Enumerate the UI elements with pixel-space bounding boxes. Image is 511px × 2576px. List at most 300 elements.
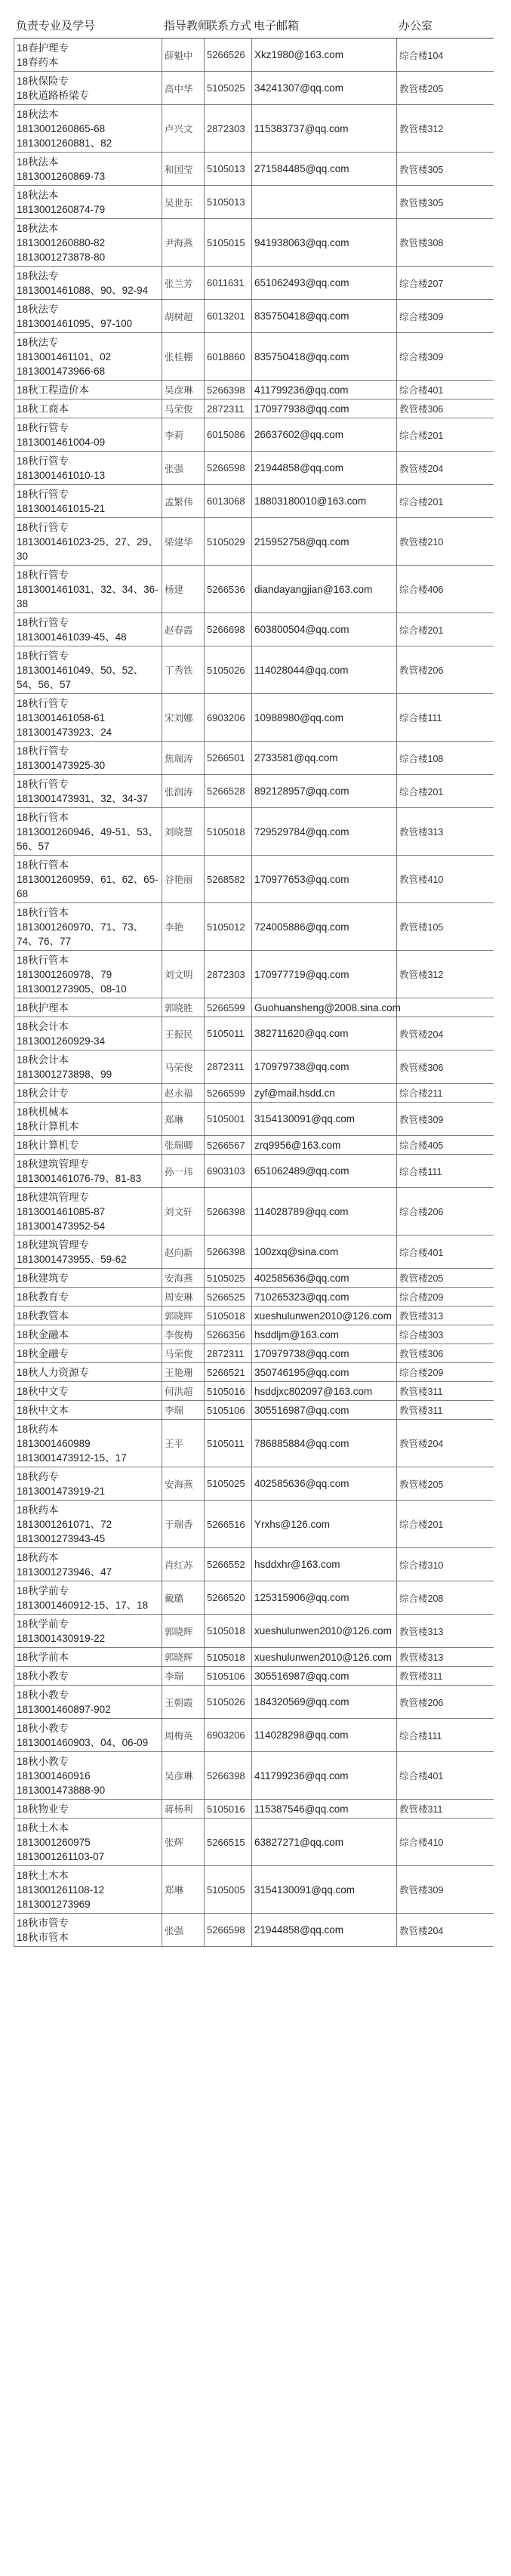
major-line: 18秋建筑管理专	[17, 1239, 90, 1251]
table-row	[14, 998, 494, 1017]
major-line: 1813001461101、02	[17, 350, 112, 362]
email-cell: hsddxhr@163.com	[252, 1548, 397, 1581]
phone-cell: 5105026	[205, 1686, 252, 1718]
major-cell	[14, 105, 162, 152]
email-cell: 170979738@qq.com	[252, 1344, 397, 1362]
office-cell: 教管楼205	[399, 83, 444, 94]
major-line: 1813001461010-13	[17, 469, 106, 481]
office-cell: 教管楼105	[399, 922, 444, 933]
email-cell: zrq9956@163.com	[252, 1136, 397, 1154]
major-cell	[14, 418, 162, 451]
teacher-cell: 尹海燕	[162, 219, 205, 266]
major-cell	[14, 153, 162, 185]
teacher-cell: 郭晓辉	[162, 1615, 205, 1647]
table-row	[14, 1719, 494, 1752]
major-line: 1813001273943-45	[17, 1532, 106, 1544]
email-cell: 835750418@qq.com	[252, 300, 397, 332]
table-row	[14, 1819, 494, 1866]
office-cell: 综合楼406	[399, 585, 444, 595]
office-cell: 教管楼309	[399, 1885, 444, 1896]
major-cell	[14, 1866, 162, 1913]
phone-cell: 5105025	[205, 1269, 252, 1287]
table-row	[14, 1648, 494, 1667]
email-cell: 115383737@qq.com	[252, 105, 397, 152]
teacher-cell: 杨建	[162, 566, 205, 612]
major-cell	[14, 1648, 162, 1666]
major-line: 1813001260865-68	[17, 122, 106, 134]
major-line: 18秋小教专	[17, 1670, 69, 1682]
table-header	[14, 15, 494, 39]
table-row	[14, 1548, 494, 1581]
major-cell	[14, 1467, 162, 1500]
teacher-cell: 宋刘娜	[162, 694, 205, 741]
table-row	[14, 381, 494, 400]
major-line: 18秋会计本	[17, 1054, 69, 1066]
phone-cell: 5105106	[205, 1401, 252, 1419]
office-cell: 教管楼205	[399, 1273, 444, 1284]
table-row	[14, 39, 494, 72]
major-cell	[14, 808, 162, 855]
email-cell: 26637602@qq.com	[252, 418, 397, 451]
phone-cell: 5105018	[205, 1615, 252, 1647]
teacher-cell: 李瑞	[162, 1401, 205, 1419]
table-row	[14, 1382, 494, 1401]
phone-cell: 2872311	[205, 1050, 252, 1083]
table-row	[14, 566, 494, 613]
office-cell: 教管楼204	[399, 1925, 444, 1936]
table-row	[14, 267, 494, 300]
office-cell: 教管楼206	[399, 1697, 444, 1708]
email-cell: 63827271@qq.com	[252, 1819, 397, 1865]
teacher-cell: 戴璐	[162, 1581, 205, 1614]
email-cell: 710265323@qq.com	[252, 1288, 397, 1306]
table-row	[14, 1084, 494, 1103]
phone-cell: 5105018	[205, 808, 252, 855]
office-cell: 教管楼210	[399, 537, 444, 548]
major-line: 54、56、57	[17, 678, 72, 690]
major-line: 18秋小教专	[17, 1722, 69, 1734]
phone-cell: 5105026	[205, 646, 252, 693]
table-row	[14, 1581, 494, 1615]
office-cell: 综合楼104	[399, 50, 444, 61]
office-cell: 综合楼401	[399, 1247, 444, 1258]
major-line: 1813001461015-21	[17, 502, 106, 514]
office-cell: 教管楼313	[399, 1652, 444, 1663]
major-line: 18秋小教专	[17, 1755, 69, 1767]
phone-cell: 5266516	[205, 1501, 252, 1547]
major-line: 18秋保险专	[17, 75, 69, 87]
major-line: 1813001260869-73	[17, 170, 106, 182]
teacher-cell: 薛魁中	[162, 39, 205, 71]
major-line: 1813001260946、49-51、53、	[17, 825, 159, 838]
major-line: 1813001260978、79	[17, 968, 112, 980]
major-cell	[14, 1288, 162, 1306]
phone-cell: 6903103	[205, 1155, 252, 1187]
major-line: 1813001461058-61	[17, 711, 106, 723]
teacher-cell: 张瑞卿	[162, 1136, 205, 1154]
major-line: 1813001273898、99	[17, 1068, 112, 1080]
major-line: 18秋金融专	[17, 1347, 69, 1359]
email-cell: 941938063@qq.com	[252, 219, 397, 266]
major-line: 1813001473952-54	[17, 1220, 106, 1232]
teacher-cell: 张桂棚	[162, 333, 205, 380]
major-line: 1813001461088、90、92-94	[17, 284, 149, 296]
major-line: 1813001461085-87	[17, 1205, 106, 1217]
email-cell: Guohuansheng@2008.sina.com	[252, 998, 397, 1017]
major-cell	[14, 1103, 162, 1135]
phone-cell: 5105011	[205, 1420, 252, 1467]
office-cell: 教管楼305	[399, 197, 444, 208]
office-cell: 教管楼204	[399, 463, 444, 474]
table-row	[14, 856, 494, 903]
teacher-cell: 郭晓辉	[162, 1307, 205, 1325]
phone-cell: 5266398	[205, 381, 252, 399]
phone-cell: 2872311	[205, 1344, 252, 1362]
table-body	[14, 39, 494, 1947]
major-cell	[14, 566, 162, 612]
major-line: 18秋工程造价本	[17, 384, 90, 396]
phone-cell: 5266398	[205, 1236, 252, 1268]
major-line: 18秋药本	[17, 1504, 59, 1516]
teacher-cell: 王艳珊	[162, 1363, 205, 1381]
table-row	[14, 1686, 494, 1719]
phone-cell: 5105016	[205, 1382, 252, 1400]
major-line: 18秋行管专	[17, 616, 69, 628]
phone-cell: 5105015	[205, 219, 252, 266]
office-cell: 综合楼208	[399, 1593, 444, 1604]
table-row	[14, 1344, 494, 1363]
table-row	[14, 903, 494, 951]
office-cell: 综合楼111	[399, 1730, 442, 1741]
email-cell: 3154130091@qq.com	[252, 1866, 397, 1913]
major-line: 18秋建筑专	[17, 1272, 69, 1284]
teacher-cell: 安海燕	[162, 1467, 205, 1500]
phone-cell: 6015086	[205, 418, 252, 451]
major-line: 18秋法本	[17, 156, 59, 168]
teacher-cell: 刘文明	[162, 951, 205, 998]
major-line: 18秋药本	[17, 1551, 59, 1563]
table-row	[14, 452, 494, 485]
major-line: 18秋建筑管理专	[17, 1191, 90, 1203]
office-cell: 综合楼309	[399, 311, 444, 322]
table-row	[14, 72, 494, 105]
major-line: 68	[17, 887, 29, 899]
teacher-cell: 王振民	[162, 1017, 205, 1050]
major-line: 18秋法专	[17, 270, 59, 282]
office-cell: 综合楼201	[399, 786, 444, 797]
office-cell: 综合楼211	[399, 1088, 443, 1099]
major-line: 1813001430919-22	[17, 1632, 106, 1644]
major-line: 18秋法专	[17, 303, 59, 315]
office-cell: 综合楼209	[399, 1292, 444, 1303]
major-cell	[14, 1269, 162, 1287]
office-cell: 综合楼401	[399, 1771, 444, 1782]
phone-cell: 5266598	[205, 1914, 252, 1946]
major-cell	[14, 742, 162, 774]
major-line: 18秋会计本	[17, 1020, 69, 1032]
major-line: 18秋工商本	[17, 403, 69, 415]
major-cell	[14, 219, 162, 266]
major-cell	[14, 400, 162, 418]
office-cell: 教管楼311	[399, 1804, 443, 1815]
table-row	[14, 742, 494, 775]
teacher-cell: 郭晓胜	[162, 998, 205, 1017]
major-line: 18秋机械本	[17, 1106, 69, 1118]
email-cell: 402585636@qq.com	[252, 1467, 397, 1500]
teacher-cell: 李艳	[162, 903, 205, 950]
office-cell: 综合楼310	[399, 1559, 444, 1571]
office-cell: 教管楼309	[399, 1114, 444, 1125]
office-cell	[397, 998, 444, 1017]
email-cell: 305516987@qq.com	[252, 1401, 397, 1419]
major-line: 1813001260881、82	[17, 137, 112, 149]
major-line: 18秋计算机专	[17, 1139, 79, 1151]
header-major: 负责专业及学号	[16, 20, 96, 32]
major-line: 18春药本	[17, 56, 59, 68]
table-row	[14, 1307, 494, 1325]
email-cell: hsddjxc802097@163.com	[252, 1382, 397, 1400]
major-cell	[14, 903, 162, 950]
office-cell: 综合楼207	[399, 278, 444, 289]
major-line: 1813001260970、71、73、	[17, 921, 144, 933]
major-line: 18春护理专	[17, 42, 69, 54]
email-cell: 114028298@qq.com	[252, 1719, 397, 1751]
major-cell	[14, 333, 162, 380]
office-cell: 综合楼401	[399, 385, 444, 396]
major-line: 1813001461076-79、81-83	[17, 1172, 142, 1184]
office-cell: 教管楼312	[399, 124, 444, 134]
major-cell	[14, 1307, 162, 1325]
phone-cell: 5266536	[205, 566, 252, 612]
major-line: 18秋教育专	[17, 1291, 69, 1303]
teacher-cell: 马荣俊	[162, 400, 205, 418]
phone-cell: 5105106	[205, 1667, 252, 1685]
teacher-cell: 吴彦琳	[162, 1752, 205, 1799]
email-cell: 215952758@qq.com	[252, 518, 397, 565]
teacher-cell: 于瑞香	[162, 1501, 205, 1547]
phone-cell: 5105012	[205, 903, 252, 950]
phone-cell: 5266698	[205, 613, 252, 646]
email-cell	[252, 186, 397, 218]
teacher-cell: 孟繁伟	[162, 485, 205, 517]
major-line: 18秋土木本	[17, 1822, 69, 1834]
major-cell	[14, 1800, 162, 1818]
phone-cell: 5266528	[205, 775, 252, 807]
major-line: 18秋学前专	[17, 1584, 69, 1597]
email-cell: zyf@mail.hsdd.cn	[252, 1084, 397, 1102]
phone-cell: 5266501	[205, 742, 252, 774]
major-line: 1813001260975	[17, 1836, 91, 1848]
phone-cell: 6013201	[205, 300, 252, 332]
office-cell: 综合楼111	[399, 713, 442, 723]
office-cell: 教管楼313	[399, 1311, 444, 1322]
major-cell	[14, 775, 162, 807]
phone-cell: 5266525	[205, 1288, 252, 1306]
teacher-cell: 梁建华	[162, 518, 205, 565]
major-line: 1813001473925-30	[17, 759, 106, 771]
office-cell: 综合楼201	[399, 430, 444, 441]
office-cell: 教管楼306	[399, 1349, 444, 1359]
major-line: 18秋行管专	[17, 778, 69, 790]
email-cell: 170977938@qq.com	[252, 400, 397, 418]
major-cell	[14, 452, 162, 484]
office-cell: 教管楼313	[399, 1626, 444, 1637]
major-line: 18秋行管专	[17, 488, 69, 500]
major-cell	[14, 1236, 162, 1268]
major-line: 1813001473931、32、34-37	[17, 792, 149, 804]
major-cell	[14, 1819, 162, 1865]
major-line: 18秋计算机本	[17, 1120, 79, 1132]
table-row	[14, 775, 494, 808]
major-cell	[14, 1615, 162, 1647]
major-cell	[14, 1548, 162, 1581]
major-line: 1813001473912-15、17	[17, 1452, 127, 1464]
major-line: 18秋法专	[17, 336, 59, 348]
major-line: 18秋行管本	[17, 811, 69, 823]
major-line: 18秋行管专	[17, 697, 69, 709]
major-line: 1813001273905、08-10	[17, 983, 127, 995]
major-cell	[14, 856, 162, 902]
major-line: 1813001260959、61、62、65-	[17, 873, 159, 885]
major-line: 74、76、77	[17, 935, 72, 947]
table-row	[14, 1103, 494, 1136]
header-email: 电子邮箱	[254, 20, 300, 32]
phone-cell: 2872303	[205, 105, 252, 152]
table-row	[14, 105, 494, 153]
table-row	[14, 1467, 494, 1501]
major-cell	[14, 1363, 162, 1381]
major-line: 18秋建筑管理专	[17, 1158, 90, 1170]
major-line: 18秋会计专	[17, 1087, 69, 1099]
phone-cell: 6011631	[205, 267, 252, 299]
phone-cell: 5266521	[205, 1363, 252, 1381]
office-cell: 教管楼311	[399, 1671, 443, 1682]
teacher-cell: 赵春霞	[162, 613, 205, 646]
phone-cell: 5266552	[205, 1548, 252, 1581]
advisor-contact-table	[14, 15, 494, 1947]
major-line: 18秋教管本	[17, 1310, 69, 1322]
teacher-cell: 王朝霞	[162, 1686, 205, 1718]
office-cell: 综合楼201	[399, 625, 444, 636]
major-line: 1813001473955、59-62	[17, 1253, 127, 1265]
teacher-cell: 张辉	[162, 1819, 205, 1865]
table-row	[14, 153, 494, 186]
major-line: 1813001460903、04、06-09	[17, 1736, 149, 1748]
office-cell: 综合楼209	[399, 1368, 444, 1378]
email-cell: 21944858@qq.com	[252, 452, 397, 484]
phone-cell: 2872303	[205, 951, 252, 998]
office-cell: 教管楼306	[399, 1062, 444, 1073]
phone-cell: 5105005	[205, 1866, 252, 1913]
major-line: 1813001260929-34	[17, 1035, 106, 1047]
email-cell: 184320569@qq.com	[252, 1686, 397, 1718]
office-cell: 教管楼305	[399, 164, 444, 175]
major-line: 1813001461023-25、27、29、	[17, 535, 159, 548]
email-cell: 170979738@qq.com	[252, 1050, 397, 1083]
major-line: 1813001461095、97-100	[17, 317, 133, 329]
teacher-cell: 李莉	[162, 418, 205, 451]
major-line: 1813001261071、72	[17, 1518, 112, 1530]
major-line: 18秋学前本	[17, 1651, 69, 1663]
email-cell: 170977653@qq.com	[252, 856, 397, 902]
major-cell	[14, 951, 162, 998]
table-row	[14, 1017, 494, 1050]
major-line: 1813001473919-21	[17, 1485, 106, 1497]
email-cell: 892128957@qq.com	[252, 775, 397, 807]
office-cell: 教管楼206	[399, 665, 444, 676]
major-line: 18秋护理本	[17, 1001, 69, 1013]
office-cell: 教管楼311	[399, 1405, 443, 1416]
major-line: 1813001273946、47	[17, 1566, 112, 1578]
major-line: 1813001273969	[17, 1898, 91, 1910]
email-cell: 402585636@qq.com	[252, 1269, 397, 1287]
phone-cell: 5266567	[205, 1136, 252, 1154]
teacher-cell: 张润涛	[162, 775, 205, 807]
major-cell	[14, 1914, 162, 1946]
major-line: 1813001461049、50、52、	[17, 664, 144, 676]
major-line: 1813001460916	[17, 1769, 91, 1782]
table-row	[14, 1136, 494, 1155]
phone-cell: 5266599	[205, 1084, 252, 1102]
email-cell: 651062493@qq.com	[252, 267, 397, 299]
teacher-cell: 刘文轩	[162, 1188, 205, 1235]
email-cell: 786885884@qq.com	[252, 1420, 397, 1467]
major-line: 18秋法本	[17, 108, 59, 120]
phone-cell: 5105029	[205, 518, 252, 565]
table-row	[14, 613, 494, 646]
major-line: 18秋行管专	[17, 569, 69, 581]
major-line: 18秋市管专	[17, 1917, 69, 1929]
email-cell: 170977719@qq.com	[252, 951, 397, 998]
major-cell	[14, 1382, 162, 1400]
office-cell: 教管楼410	[399, 875, 444, 885]
teacher-cell: 马荣俊	[162, 1050, 205, 1083]
email-cell: 729529784@qq.com	[252, 808, 397, 855]
office-cell: 教管楼306	[399, 404, 444, 415]
teacher-cell: 周安琳	[162, 1288, 205, 1306]
email-cell: 350746195@qq.com	[252, 1363, 397, 1381]
email-cell: 21944858@qq.com	[252, 1914, 397, 1946]
major-line: 18秋行管专	[17, 521, 69, 533]
phone-cell: 5268582	[205, 856, 252, 902]
major-cell	[14, 1667, 162, 1685]
phone-cell: 5266398	[205, 1752, 252, 1799]
major-line: 18秋道路桥梁专	[17, 89, 90, 101]
phone-cell: 5266515	[205, 1819, 252, 1865]
teacher-cell: 吴彦琳	[162, 381, 205, 399]
office-cell: 教管楼312	[399, 970, 444, 980]
table-row	[14, 333, 494, 381]
phone-cell: 5105011	[205, 1017, 252, 1050]
major-cell	[14, 186, 162, 218]
email-cell: 382711620@qq.com	[252, 1017, 397, 1050]
office-cell: 综合楼111	[399, 1166, 442, 1177]
table-row	[14, 485, 494, 518]
phone-cell: 5105018	[205, 1648, 252, 1666]
phone-cell: 5105001	[205, 1103, 252, 1135]
major-cell	[14, 39, 162, 71]
major-cell	[14, 646, 162, 693]
teacher-cell: 焦瑞涛	[162, 742, 205, 774]
table-row	[14, 300, 494, 333]
table-row	[14, 1236, 494, 1269]
major-cell	[14, 1017, 162, 1050]
phone-cell: 6013068	[205, 485, 252, 517]
office-cell: 综合楼201	[399, 496, 444, 507]
email-cell: xueshulunwen2010@126.com	[252, 1615, 397, 1647]
office-cell: 教管楼308	[399, 238, 444, 248]
teacher-cell: 孙一玮	[162, 1155, 205, 1187]
